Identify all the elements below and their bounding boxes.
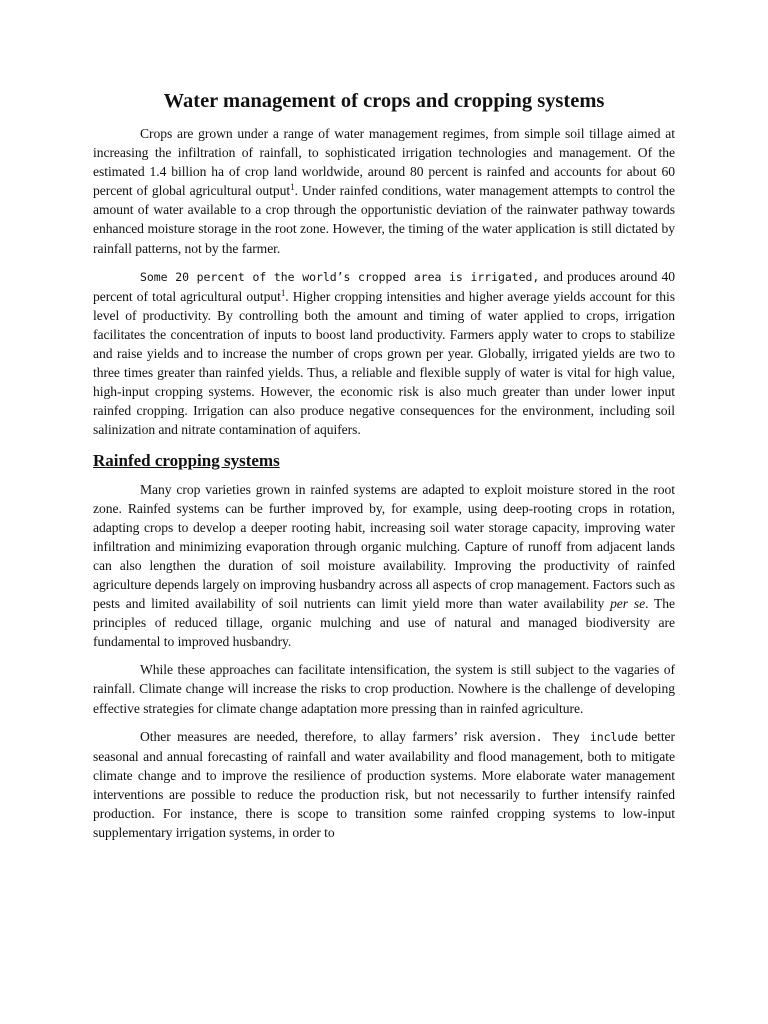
- paragraph-5-text-a: Other measures are needed, therefore, to allay farmers’ risk aversion: [140, 728, 536, 744]
- paragraph-5: [93, 727, 675, 843]
- document-body: [93, 88, 675, 851]
- paragraph-2: [93, 267, 675, 440]
- paragraph-2-text-a: and produces around 40 percent of total agricultural output: [93, 268, 675, 304]
- paragraph-3: [93, 480, 675, 652]
- footnote-ref-1: 1: [290, 182, 295, 193]
- document-title: Water management of crops and cropping systems: [163, 90, 605, 112]
- paragraph-1: [93, 124, 675, 258]
- paragraph-3-text-a: Many crop varieties grown in rainfed systems are adapted to exploit moisture stored in the root zone. Rainfed systems can be further improved by, for example, using deep-rooting crops in rotation, adapting crops to develop a deeper rooting habit, increasing soil water storage capacity, improving water infiltration and minimizing evaporation through organic mulching. Capture of runoff from adjacent lands can also lengthen the duration of soil moisture availability. Improving the productivity of rainfed agriculture depends largely on improving husbandry across all aspects of crop management. Factors such as pests and limited availability of soil nutrients can limit yield more than water availability: [93, 481, 675, 612]
- paragraph-5-text-b: better seasonal and annual forecasting of rainfall and water availability and flood management, both to mitigate climate change and to improve the resilience of production systems. More elaborate water management interventions are possible to reduce the production risk, but not necessarily to further intensify rainfed production. For instance, there is scope to transition some rainfed cropping systems to low-input supplementary irrigation systems, in order to: [93, 728, 676, 841]
- paragraph-3-italic: per se: [610, 596, 646, 612]
- paragraph-1-text-b: . Under rainfed conditions, water management attempts to control the amount of water available to a crop through the opportunistic deviation of the rainwater pathway towards enhanced moisture storage in the root zone. However, the timing of the water application is still dictated by rainfall patterns, not by the farmer.: [93, 183, 676, 256]
- paragraph-3-text-b: . The principles of reduced tillage, organic mulching and use of natural and managed biodiversity are fundamental to improved husbandry.: [93, 596, 676, 650]
- paragraph-4: While these approaches can facilitate intensification, the system is still subject to the vagaries of rainfall. Climate change will increase the risks to crop production. Nowhere is the challenge of developing effective strategies for climate change adaptation more pressing than in rainfed agriculture.: [93, 662, 675, 716]
- footnote-ref-2: 1: [280, 287, 286, 298]
- section-heading: Rainfed cropping systems: [93, 450, 280, 470]
- paragraph-5-mono-text: . They include: [535, 729, 638, 744]
- paragraph-2-text-b: . Higher cropping intensities and higher average yields account for this level of productivity. By controlling both the amount and timing of water applied to crops, irrigation facilitates the concentration of inputs to boost land productivity. Farmers apply water to crops to stabilize and raise yields and to increase the number of crops grown per year. Globally, irrigated yields are two to three times greater than rainfed yields. Thus, a reliable and flexible supply of water is vital for high value, high-input cropping systems. However, the economic risk is also much greater than under lower input rainfed cropping. Irrigation can also produce negative consequences for the environment, including soil salinization and nitrate contamination of aquifers.: [93, 288, 675, 438]
- paragraph-1-text-a: Crops are grown under a range of water management regimes, from simple soil tillage aimed at increasing the infiltration of rainfall, to sophisticated irrigation technologies and management. Of the estimated 1.4 billion ha of crop land worldwide, around 80 percent is rainfed and accounts for about 60 percent of global agricultural output: [93, 126, 675, 199]
- paragraph-2-mono-text: Some 20 percent of the world’s cropped area is irrigated,: [140, 269, 540, 284]
